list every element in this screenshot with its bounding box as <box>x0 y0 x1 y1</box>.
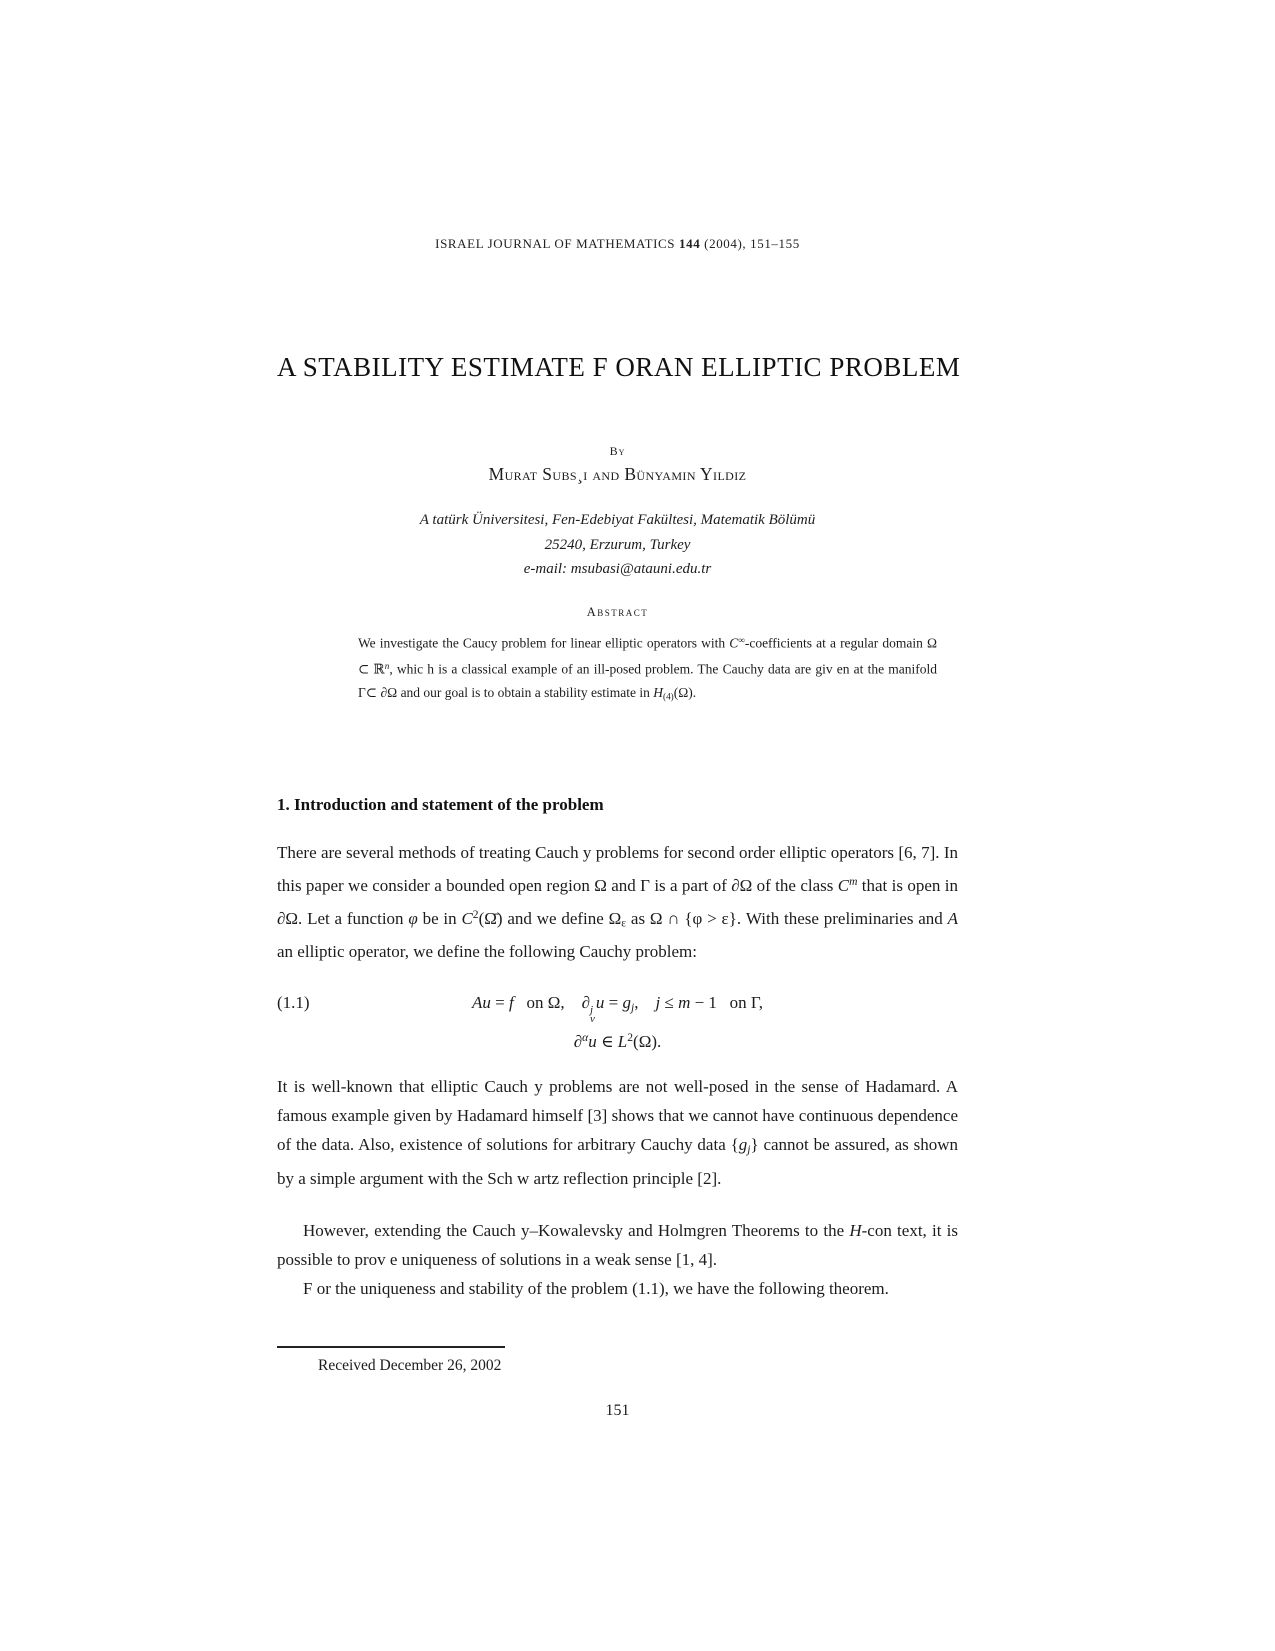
abstract-heading: Abstract <box>586 605 649 619</box>
paragraph-wellposed: It is well-known that elliptic Cauch y problems are not well-posed in the sense of Hadamard. A famous example given by Hadamard himself [3] shows that we cannot have continuous dependence of the data. Also, existence of solutions for arbitrary Cauchy data $\{g_j\}$ cannot be assured, as shown by a simple argument with the Sch w artz reflection principle [2]. <box>277 1077 958 1188</box>
equation-1-1 <box>277 993 958 1025</box>
paragraph-uniqueness: F or the uniqueness and stability of the problem (1.1), we have the following theorem. <box>303 1279 889 1298</box>
affiliation-city-line: 25240, Erzurum, Turkey <box>544 536 691 553</box>
paragraph-intro: There are several methods of treating Cauch y problems for second order elliptic operators [6, 7]. In this paper we consider a bounded open region Ω and Γ is a part of ∂Ω of the class $C^m$ that is open in ∂Ω. Let a function φ be in $C^2(\Omegā)$ and we define $\Omega_\varepsilon$ as Ω ∩ {φ > ε}. With these preliminaries and A an elliptic operator, we define the following Cauchy problem: <box>277 843 958 962</box>
byline: By <box>609 444 626 458</box>
journal-issue-pages: (2004), 151–155 <box>700 236 800 251</box>
affiliation-block <box>277 508 958 582</box>
footnote-rule <box>277 1346 505 1348</box>
abstract-text: We investigate the Caucy problem for linear elliptic operators with C∞-coefficients at a regular domain Ω ⊂ ℝ$^n$, whic h is a classical example of an ill-posed problem. The Cauchy data are giv en at the manifold Γ⊂ ∂Ω and our goal is to obtain a stability estimate in $H_{(4)}(\Omega)$. <box>358 635 938 701</box>
equation-label: (1.1) <box>277 993 310 1012</box>
paper-title: A STABILITY ESTIMATE F ORAN ELLIPTIC PROBLEM <box>277 352 961 382</box>
equation-line-2: ∂$^\alpha$u ∈ $L^2(\Omega)$. <box>573 1031 662 1051</box>
text-column <box>277 0 961 1651</box>
equation-1-1-continued <box>277 1031 958 1063</box>
journal-volume: 144 <box>679 236 701 251</box>
page-number: 151 <box>605 1402 630 1419</box>
email-line: e-mail: msubasi@atauni.edu.tr <box>523 561 712 577</box>
journal-header <box>277 236 958 252</box>
journal-name: ISRAEL JOURNAL OF MATHEMATICS <box>435 236 679 251</box>
authors: Murat Subs¸ı and Bünyamin Yıldız <box>488 464 747 484</box>
paragraph-however: However, extending the Cauch y–Kowalevsky and Holmgren Theorems to the H-con text, it is possible to prov e uniqueness of solutions in a weak sense [1, 4]. <box>277 1221 959 1269</box>
affiliation-line: A tatürk Üniversitesi, Fen-Edebiyat Fakültesi, Matematik Bölümü <box>419 512 816 528</box>
received-date: Received December 26, 2002 <box>318 1357 502 1374</box>
section-heading: 1. Introduction and statement of the problem <box>277 795 604 814</box>
equation-line-1: Au = f on Ω, ∂ j v $u = g_j$, j ≤ m − 1 on Γ, <box>472 993 763 1025</box>
